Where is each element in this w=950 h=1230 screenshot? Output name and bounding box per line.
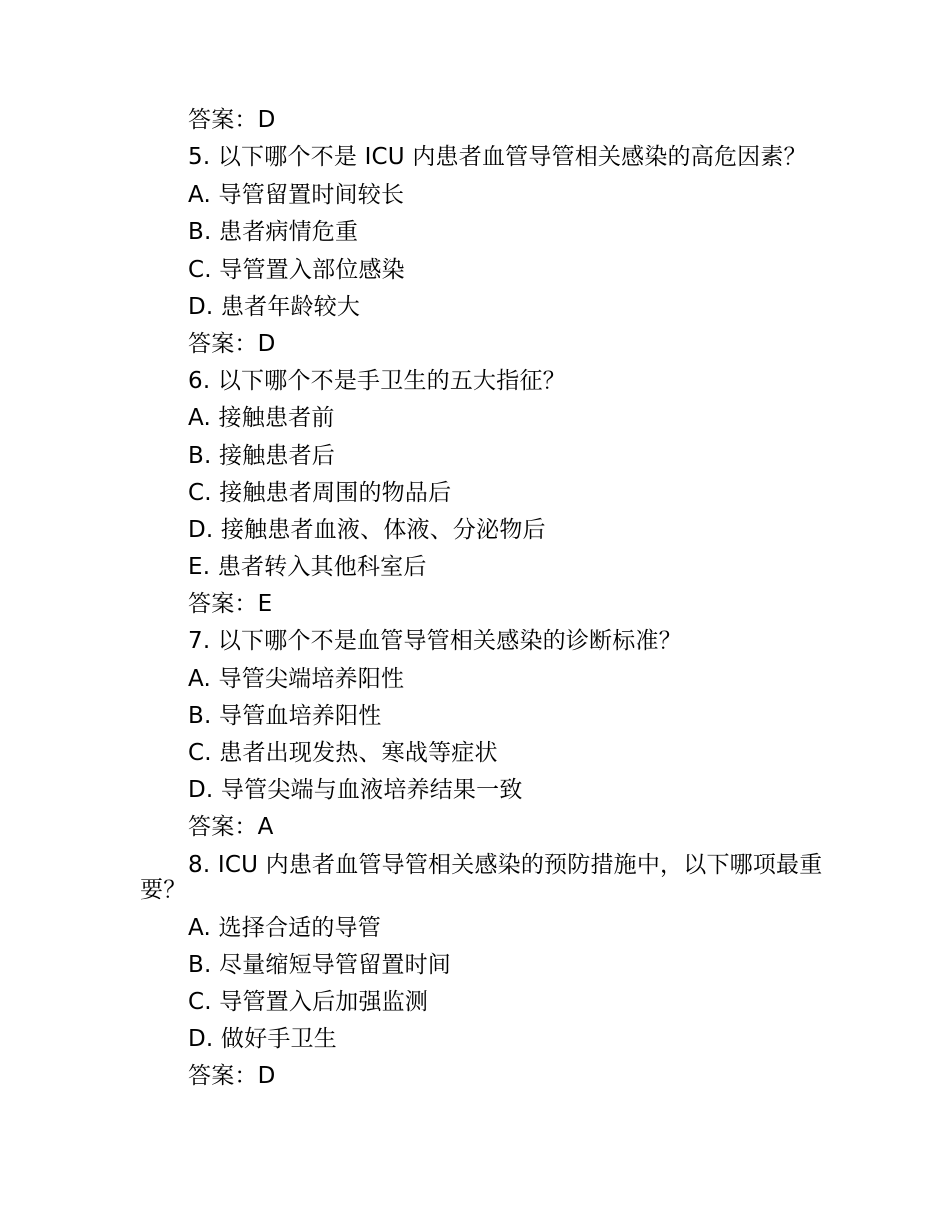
option-a: A. 选择合适的导管 [188, 914, 381, 941]
option-c: C. 导管置入后加强监测 [188, 988, 429, 1015]
option-b: B. 患者病情危重 [188, 219, 359, 246]
option-b: B. 接触患者后 [188, 442, 336, 469]
option-a: A. 导管尖端培养阳性 [188, 665, 405, 692]
answer-line: 答案：D [188, 1063, 276, 1090]
option-e: E. 患者转入其他科室后 [188, 554, 427, 581]
option-d: D. 接触患者血液、体液、分泌物后 [188, 516, 546, 543]
question-5: 5. 以下哪个不是 ICU 内患者血管导管相关感染的高危因素？ [188, 144, 807, 171]
answer-line: 答案：D [188, 330, 276, 357]
option-d: D. 做好手卫生 [188, 1026, 337, 1053]
option-b: B. 导管血培养阳性 [188, 702, 382, 729]
option-c: C. 患者出现发热、寒战等症状 [188, 740, 498, 766]
option-c: C. 导管置入部位感染 [188, 256, 405, 283]
option-d: D. 导管尖端与血液培养结果一致 [188, 777, 523, 804]
option-a: A. 导管留置时间较长 [188, 182, 405, 209]
question-8: 8. ICU 内患者血管导管相关感染的预防措施中，以下哪项最重要？ [140, 851, 823, 903]
question-7: 7. 以下哪个不是血管导管相关感染的诊断标准？ [188, 628, 682, 655]
answer-line: 答案：D [188, 107, 276, 133]
option-d: D. 患者年龄较大 [188, 293, 361, 320]
option-b: B. 尽量缩短导管留置时间 [188, 951, 452, 978]
option-c: C. 接触患者周围的物品后 [188, 479, 452, 506]
document-body [140, 103, 830, 1097]
option-a: A. 接触患者前 [188, 405, 335, 432]
answer-line: 答案：E [188, 591, 273, 618]
answer-line: 答案：A [188, 814, 274, 841]
question-6: 6. 以下哪个不是手卫生的五大指征？ [188, 368, 566, 395]
